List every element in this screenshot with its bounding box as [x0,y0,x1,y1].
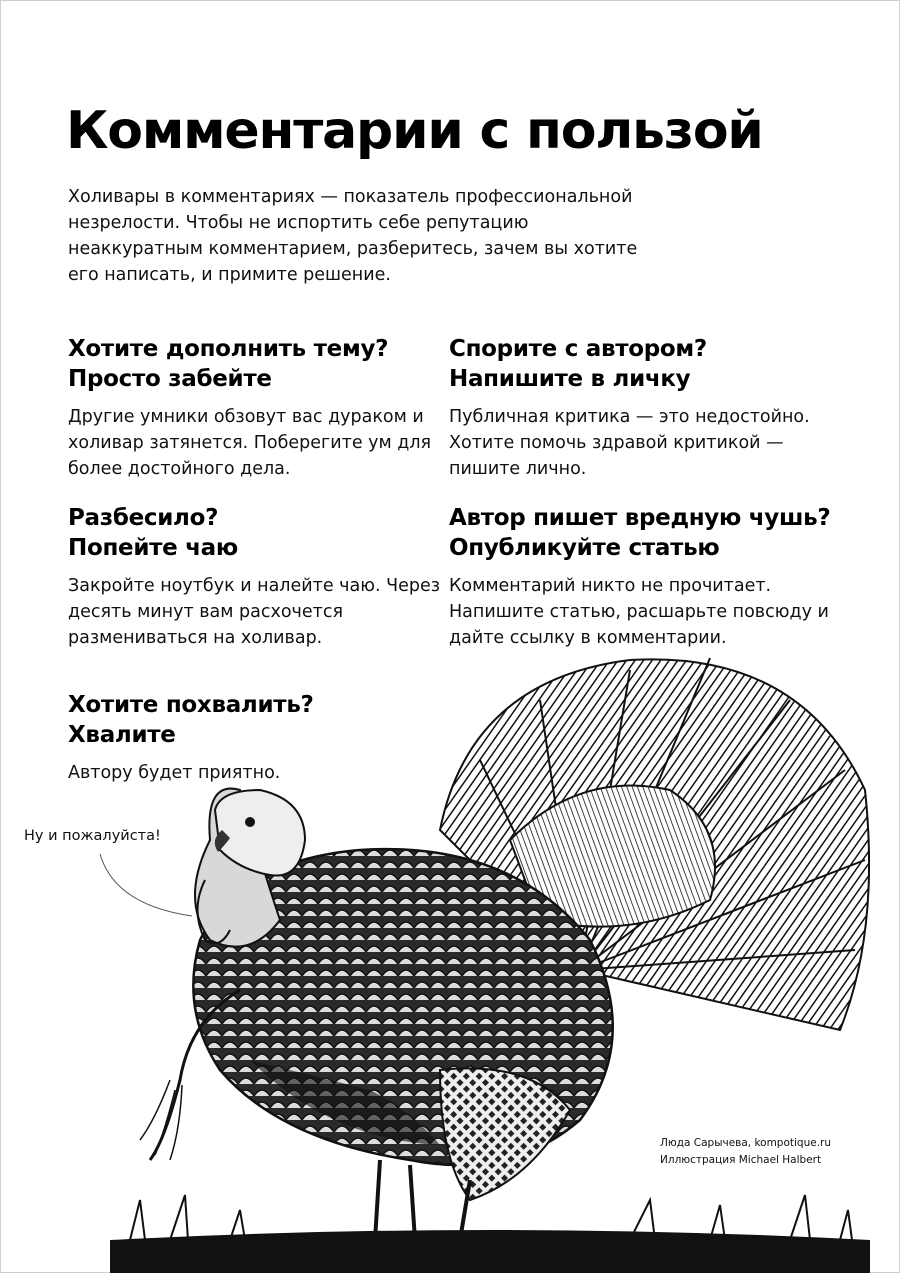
tip-heading-answer: Напишите в личку [449,366,691,392]
tip-angry [68,503,468,651]
tip-heading [449,503,869,563]
tip-heading-question: Разбесило? [68,505,219,531]
credits [660,1135,880,1169]
speech-pointer-icon [90,850,200,922]
tip-heading-answer: Просто забейте [68,366,272,392]
credits-illustration: Иллюстрация Michael Halbert [660,1154,822,1166]
page-title: Комментарии с пользой [66,101,763,161]
tip-heading [68,503,468,563]
speech-bubble-text: Ну и пожалуйста! [24,828,161,844]
tip-text: Публичная критика — это недостойно. Хотите помочь здравой критикой — пишите лично. [449,407,810,479]
turkey-icon [110,640,870,1273]
tip-add-to-topic [68,334,468,482]
tip-heading-answer: Опубликуйте статью [449,535,720,561]
tip-heading-question: Хотите похвалить? [68,692,314,718]
intro-paragraph: Холивары в комментариях — показатель профессиональной незрелости. Чтобы не испортить себе репутацию неаккуратным комментарием, разберитесь, зачем вы хотите его написать, и примите решение. [68,187,638,285]
credits-author: Люда Сарычева, kompotique.ru [660,1137,832,1149]
tip-heading-question: Автор пишет вредную чушь? [449,505,831,531]
tip-heading-question: Хотите дополнить тему? [68,336,389,362]
tip-harmful-nonsense [449,503,869,651]
tip-argue-with-author [449,334,849,482]
tip-heading-question: Спорите с автором? [449,336,707,362]
tip-heading-answer: Попейте чаю [68,535,238,561]
tip-text: Закройте ноутбук и налейте чаю. Через десять минут вам расхочется размениваться на холивар. [68,576,441,648]
tip-text: Комментарий никто не прочитает. Напишите статью, расшарьте повсюду и дайте ссылку в комментарии. [449,576,829,648]
tip-text: Другие умники обзовут вас дураком и холивар затянется. Поберегите ум для более достойного дела. [68,407,432,479]
tip-heading [68,334,468,394]
tip-heading [449,334,849,394]
tip-heading-answer: Хвалите [68,722,176,748]
tip-text: Автору будет приятно. [68,763,281,783]
